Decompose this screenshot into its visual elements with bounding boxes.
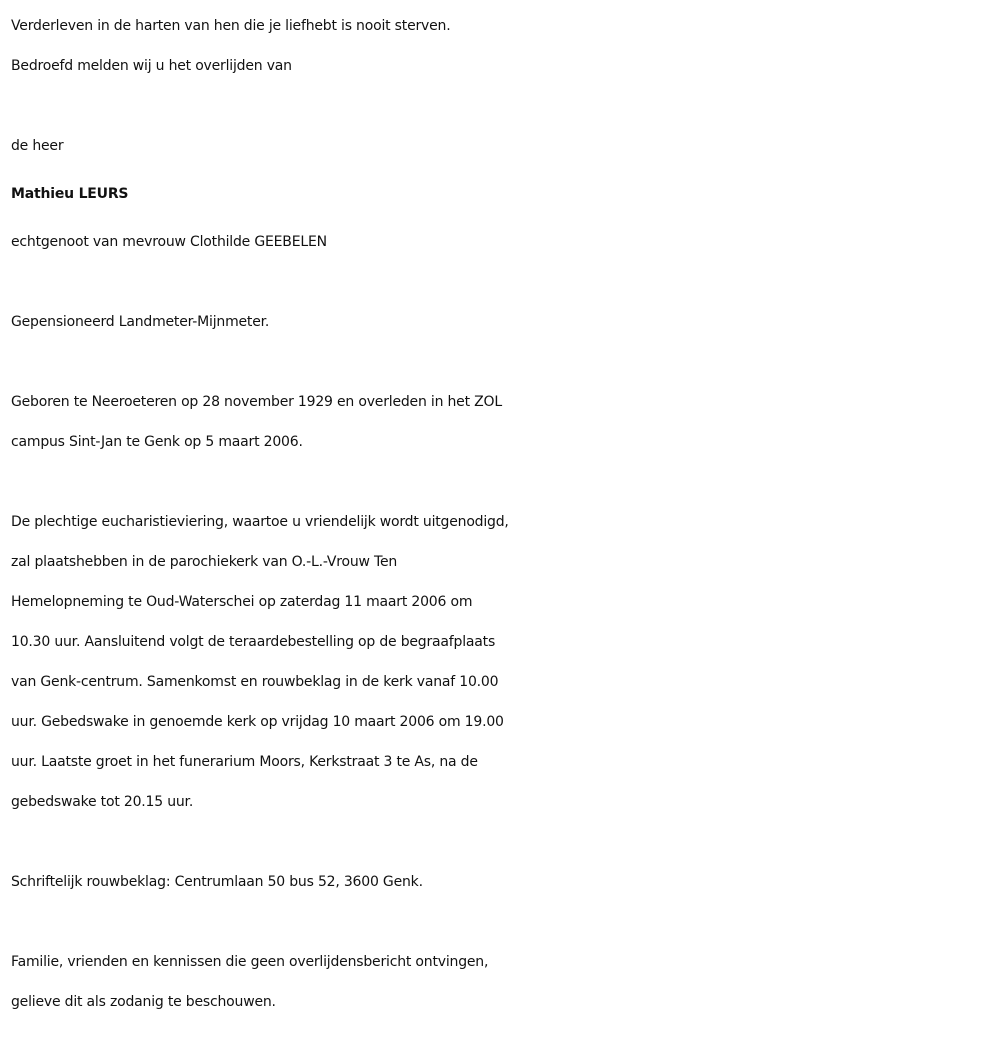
ceremony-line-8: gebedswake tot 20.15 uur. [11, 794, 194, 810]
ceremony-line-3: Hemelopneming te Oud-Waterschei op zaterdag 11 maart 2006 om [11, 594, 473, 610]
spacer [11, 822, 991, 862]
closing-line-2: gelieve dit als zodanig te beschouwen. [11, 994, 276, 1010]
ceremony-line-5: van Genk-centrum. Samenkomst en rouwbeklag in de kerk vanaf 10.00 [11, 674, 499, 690]
spacer [11, 86, 991, 126]
spacer [11, 342, 991, 382]
obituary-notice [11, 6, 991, 1022]
spacer [11, 462, 991, 502]
ceremony-line-6: uur. Gebedswake in genoemde kerk op vrijdag 10 maart 2006 om 19.00 [11, 714, 504, 730]
ceremony-line-4: 10.30 uur. Aansluitend volgt de teraardebestelling op de begraafplaats [11, 634, 496, 650]
honorific-title: de heer [11, 138, 64, 154]
closing-line-1: Familie, vrienden en kennissen die geen overlijdensbericht ontvingen, [11, 954, 489, 970]
announcement-text: Bedroefd melden wij u het overlijden van [11, 58, 292, 74]
birth-death-line-1: Geboren te Neeroeteren op 28 november 1929 en overleden in het ZOL [11, 394, 502, 410]
spacer [11, 262, 991, 302]
ceremony-line-1: De plechtige eucharistieviering, waartoe u vriendelijk wordt uitgenodigd, [11, 514, 509, 530]
motto-text: Verderleven in de harten van hen die je liefhebt is nooit sterven. [11, 18, 451, 34]
condolences-text: Schriftelijk rouwbeklag: Centrumlaan 50 bus 52, 3600 Genk. [11, 874, 423, 890]
ceremony-line-7: uur. Laatste groet in het funerarium Moors, Kerkstraat 3 te As, na de [11, 754, 478, 770]
deceased-name: Mathieu LEURS [11, 186, 129, 202]
birth-death-line-2: campus Sint-Jan te Genk op 5 maart 2006. [11, 434, 303, 450]
spacer [11, 902, 991, 942]
spouse-text: echtgenoot van mevrouw Clothilde GEEBELEN [11, 234, 327, 250]
ceremony-line-2: zal plaatshebben in de parochiekerk van O.-L.-Vrouw Ten [11, 554, 398, 570]
occupation-text: Gepensioneerd Landmeter-Mijnmeter. [11, 314, 270, 330]
